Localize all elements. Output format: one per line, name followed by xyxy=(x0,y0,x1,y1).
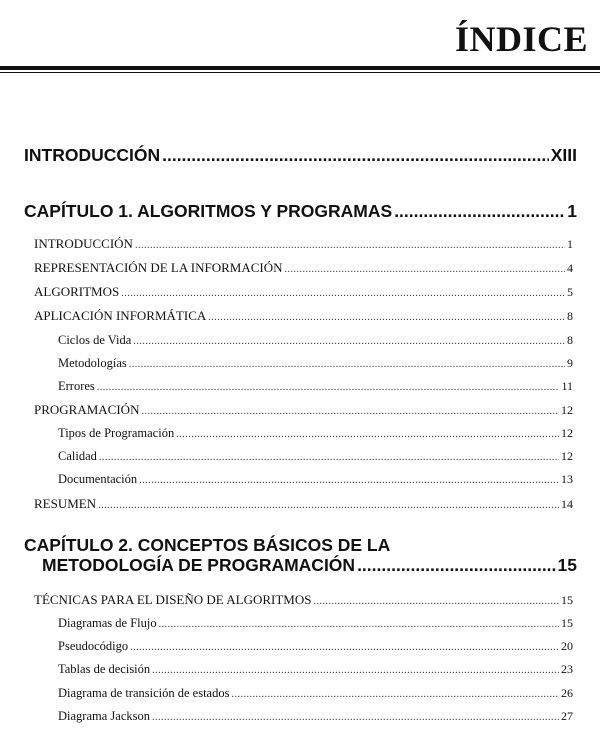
toc-entry-page: 9 xyxy=(567,356,573,370)
toc-chapter-label: CAPÍTULO 1. ALGORITMOS Y PROGRAMAS xyxy=(24,201,393,221)
toc-leader-dots xyxy=(152,712,559,723)
toc-entry-label: Pseudocódigo xyxy=(58,639,129,653)
toc-entry-page: 26 xyxy=(561,686,573,700)
toc-entry-label: Documentación xyxy=(58,472,138,486)
toc-entry-label: INTRODUCCIÓN xyxy=(34,236,133,251)
page-title: ÍNDICE xyxy=(454,19,588,59)
toc-entry-page: 5 xyxy=(567,285,573,299)
toc-entry-label: REPRESENTACIÓN DE LA INFORMACIÓN xyxy=(34,260,283,275)
toc-leader-dots xyxy=(313,596,559,607)
toc-subentry[interactable] xyxy=(58,662,573,677)
toc-chapter-1[interactable] xyxy=(24,201,577,222)
toc-entry-label: INTRODUCCIÓN xyxy=(24,145,161,165)
toc-subentry[interactable] xyxy=(58,616,573,631)
toc-entry-page: 1 xyxy=(567,237,573,251)
toc-entry-label: PROGRAMACIÓN xyxy=(34,402,140,417)
toc-subentry[interactable] xyxy=(58,333,573,348)
toc-leader-dots xyxy=(208,312,565,323)
toc-entry-page: 8 xyxy=(567,309,573,323)
toc-entry-page: 4 xyxy=(567,261,573,275)
toc-entry-label: Diagramas de Flujo xyxy=(58,616,157,630)
toc-leader-dots xyxy=(141,406,559,417)
toc-entry-page: 15 xyxy=(561,616,573,630)
toc-entry-label: ALGORITMOS xyxy=(34,284,120,299)
toc-leader-dots xyxy=(129,359,565,370)
toc-leader-dots xyxy=(231,689,559,700)
toc-entry[interactable] xyxy=(34,236,573,252)
toc-leader-dots xyxy=(162,145,549,166)
toc-chapter-2[interactable] xyxy=(24,536,577,576)
toc-entry[interactable] xyxy=(34,284,573,300)
toc-entry-page: XIII xyxy=(550,145,577,165)
toc-entry-page: 8 xyxy=(567,333,573,347)
toc-entry-page: 12 xyxy=(561,426,573,440)
toc-subentry[interactable] xyxy=(58,472,573,487)
toc-entry[interactable] xyxy=(34,592,573,608)
toc-chapter-page: 15 xyxy=(557,555,577,575)
toc-entry-page: 27 xyxy=(561,709,573,723)
toc-leader-dots xyxy=(357,555,555,576)
toc-subentry[interactable] xyxy=(58,426,573,441)
toc-entry-page: 23 xyxy=(561,662,573,676)
toc-entry[interactable] xyxy=(34,308,573,324)
toc-entry-label: Calidad xyxy=(58,449,97,463)
toc-entry-label: Tipos de Programación xyxy=(58,426,175,440)
toc-entry-page: 12 xyxy=(561,403,573,417)
toc-entry-page: 14 xyxy=(561,497,573,511)
toc-entry-label: Tablas de decisión xyxy=(58,662,151,676)
header-rule-thick xyxy=(0,66,600,70)
toc-chapter-page: 1 xyxy=(567,201,577,221)
toc-entry-page: 11 xyxy=(561,379,573,393)
toc-entry-page: 20 xyxy=(561,639,573,653)
toc-leader-dots xyxy=(99,452,559,463)
toc-entry-label: APLICACIÓN INFORMÁTICA xyxy=(34,308,207,323)
toc-entry-label: RESUMEN xyxy=(34,496,97,511)
toc-leader-dots xyxy=(139,475,559,486)
toc-entry-page: 15 xyxy=(561,593,573,607)
toc-leader-dots xyxy=(285,264,566,275)
toc-leader-dots xyxy=(159,619,559,630)
toc-entry-label: Diagrama de transición de estados xyxy=(58,686,230,700)
toc-entry[interactable] xyxy=(34,260,573,276)
toc-chapter-label-line2: METODOLOGÍA DE PROGRAMACIÓN xyxy=(42,555,356,575)
toc-leader-dots xyxy=(135,240,565,251)
toc-entry-label: Errores xyxy=(58,379,95,393)
toc-subentry[interactable] xyxy=(58,379,573,394)
toc-subentry[interactable] xyxy=(58,709,573,724)
toc-entry-label: Diagrama Jackson xyxy=(58,709,150,723)
header-rule-thin xyxy=(0,72,600,73)
toc-leader-dots xyxy=(133,336,565,347)
toc-entry-page: 12 xyxy=(561,449,573,463)
toc-leader-dots xyxy=(152,665,559,676)
toc-leader-dots xyxy=(121,288,565,299)
toc-entry-label: Metodologías xyxy=(58,356,127,370)
toc-leader-dots xyxy=(97,382,560,393)
toc-entry-label: Ciclos de Vida xyxy=(58,333,132,347)
toc-subentry[interactable] xyxy=(58,639,573,654)
toc-leader-dots xyxy=(98,500,559,511)
toc-leader-dots xyxy=(394,201,565,222)
toc-subentry[interactable] xyxy=(58,356,573,371)
toc-entry-introduccion[interactable] xyxy=(24,145,577,166)
toc-entry-page: 13 xyxy=(561,472,573,486)
toc-entry[interactable] xyxy=(34,402,573,418)
toc-entry-label: TÉCNICAS PARA EL DISEÑO DE ALGORITMOS xyxy=(34,592,312,607)
toc-subentry[interactable] xyxy=(58,449,573,464)
toc-leader-dots xyxy=(176,429,559,440)
toc-chapter-label-line1: CAPÍTULO 2. CONCEPTOS BÁSICOS DE LA xyxy=(24,535,391,555)
toc-chapter-2-second-line xyxy=(42,555,577,576)
toc-leader-dots xyxy=(130,642,559,653)
toc-entry[interactable] xyxy=(34,496,573,512)
toc-subentry[interactable] xyxy=(58,686,573,701)
